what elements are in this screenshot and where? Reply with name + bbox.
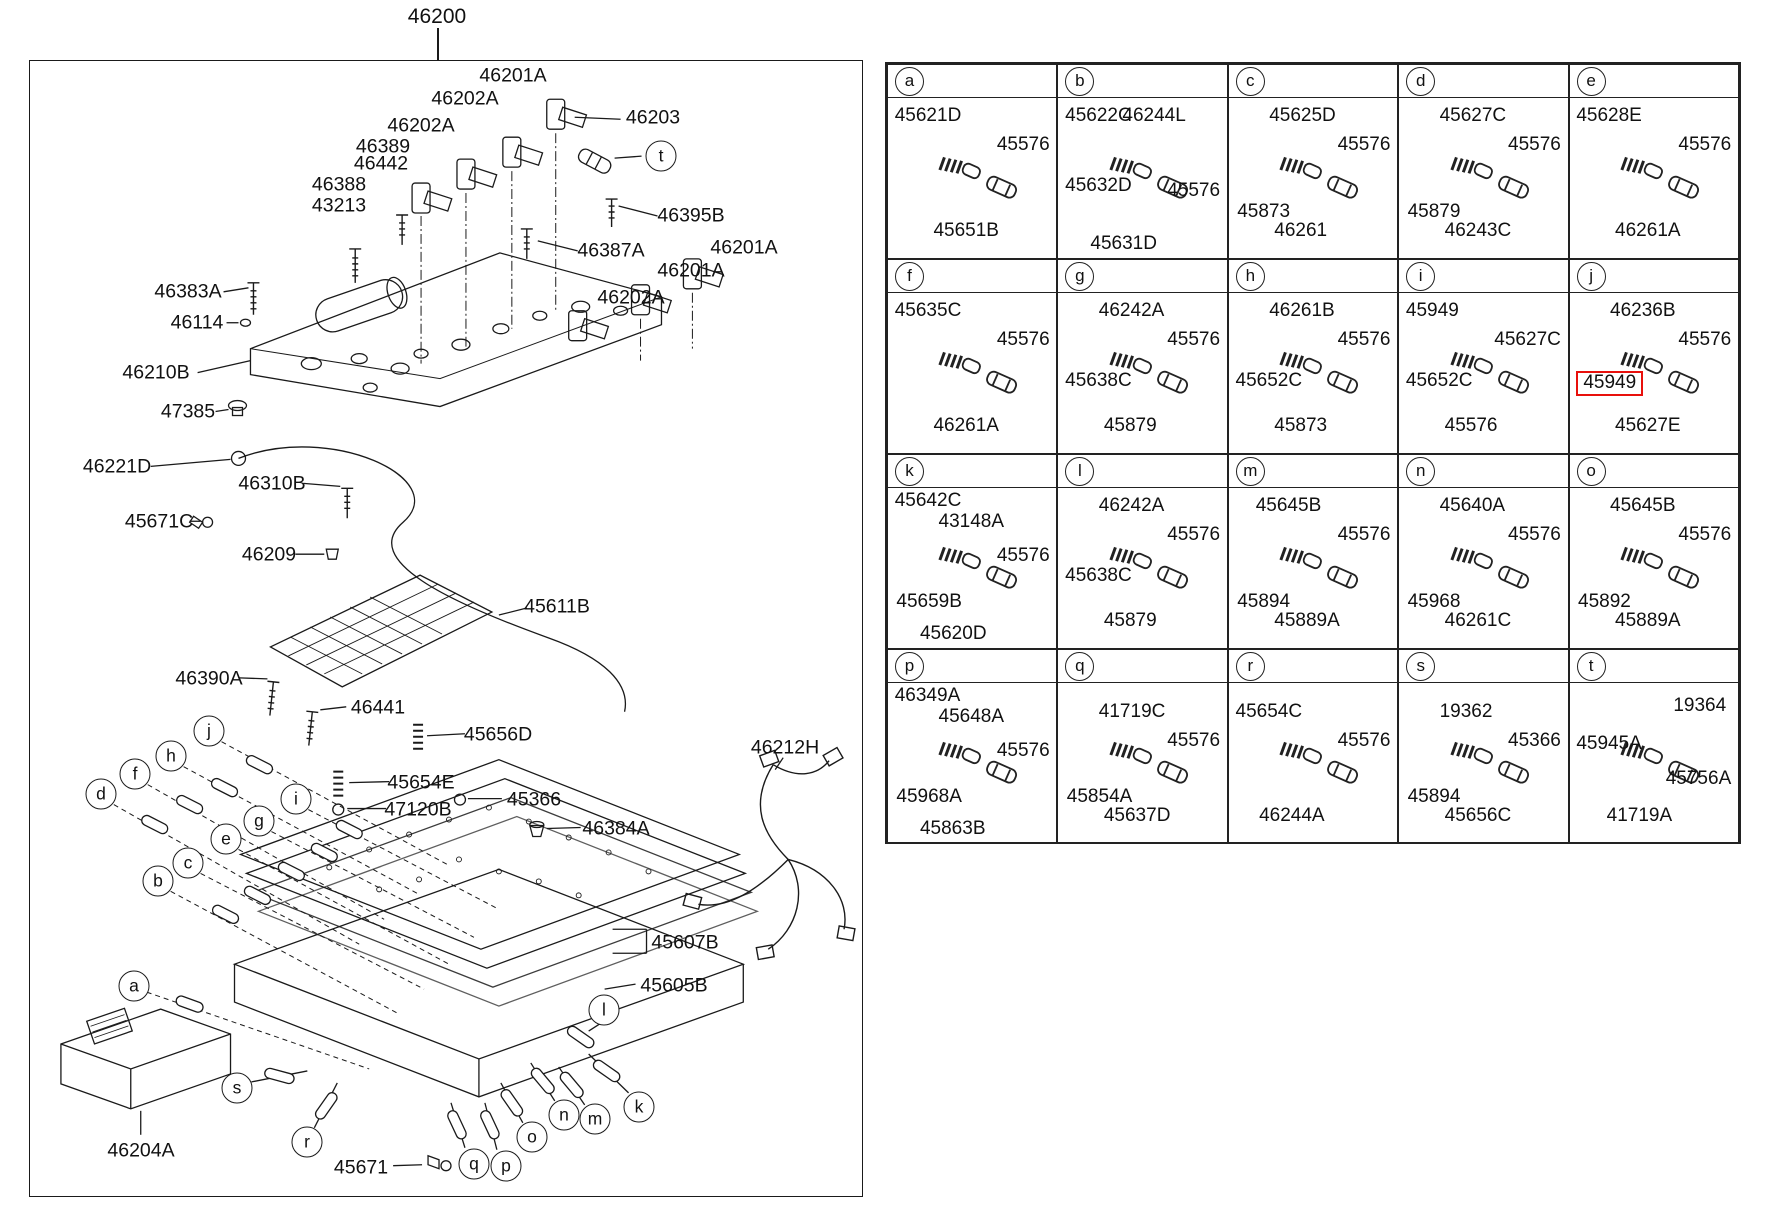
cell-letter: s bbox=[1406, 652, 1435, 681]
part-number[interactable]: 45576 bbox=[1337, 133, 1391, 155]
part-callout: 45605B bbox=[640, 974, 708, 997]
cell-letter: j bbox=[1577, 262, 1606, 291]
parts-sketch bbox=[933, 341, 1029, 405]
part-number[interactable]: 45654C bbox=[1235, 701, 1303, 723]
table-cell-q bbox=[1057, 649, 1227, 844]
exploded-diagram-sketch bbox=[30, 61, 862, 1196]
part-number[interactable]: 45576 bbox=[1508, 523, 1561, 545]
part-callout: 46390A bbox=[175, 667, 243, 690]
part-callout: 45607B bbox=[651, 931, 719, 954]
part-callout: 46441 bbox=[350, 696, 406, 719]
part-number[interactable]: 45576 bbox=[1337, 523, 1391, 545]
part-number[interactable]: 45645B bbox=[1610, 495, 1676, 516]
part-number[interactable]: 45652C bbox=[1405, 370, 1473, 392]
part-number[interactable]: 45945A bbox=[1576, 733, 1642, 755]
part-callout: 46388 bbox=[311, 173, 367, 196]
callout-letter: f bbox=[120, 759, 151, 790]
part-number[interactable]: 45879 bbox=[1103, 415, 1157, 437]
cell-letter: q bbox=[1065, 652, 1094, 681]
part-callout: 47120B bbox=[384, 798, 452, 821]
cell-parts bbox=[1570, 293, 1738, 453]
part-number[interactable]: 45645B bbox=[1255, 495, 1322, 516]
callout-letter: i bbox=[281, 784, 312, 815]
part-callout: 46212H bbox=[750, 736, 820, 759]
cell-letter: p bbox=[895, 652, 924, 681]
callout-letter: k bbox=[624, 1092, 655, 1123]
callout-letter: p bbox=[491, 1151, 522, 1182]
part-number[interactable]: 43148A bbox=[938, 511, 1005, 532]
table-cell-f bbox=[887, 259, 1057, 454]
part-number[interactable]: 45756A bbox=[1665, 768, 1732, 790]
part-number[interactable]: 45576 bbox=[1167, 328, 1221, 350]
part-number[interactable]: 45968A bbox=[896, 786, 962, 807]
part-callout: 47385 bbox=[160, 400, 216, 423]
callout-letter: l bbox=[589, 995, 620, 1026]
part-number[interactable]: 46261B bbox=[1269, 300, 1335, 321]
cell-parts bbox=[888, 98, 1056, 258]
part-number[interactable]: 45576 bbox=[1167, 730, 1221, 751]
callout-letter: j bbox=[194, 716, 225, 747]
callout-letter: s bbox=[222, 1073, 253, 1104]
part-number[interactable]: 19362 bbox=[1439, 701, 1493, 723]
part-callout: 45366 bbox=[506, 788, 562, 811]
part-number[interactable]: 45894 bbox=[1237, 591, 1291, 612]
cell-letter: e bbox=[1577, 67, 1606, 96]
cell-parts bbox=[1229, 683, 1397, 843]
part-number[interactable]: 45651B bbox=[933, 220, 999, 242]
part-number-highlighted[interactable]: 45949 bbox=[1576, 371, 1643, 396]
cell-parts bbox=[1229, 293, 1397, 453]
part-number[interactable]: 45863B bbox=[919, 818, 986, 839]
callout-letter: o bbox=[517, 1122, 548, 1153]
part-callout: 45611B bbox=[524, 595, 590, 618]
part-number[interactable]: 45659B bbox=[896, 591, 962, 612]
part-number[interactable]: 45640A bbox=[1439, 495, 1506, 516]
cell-letter: b bbox=[1065, 67, 1094, 96]
table-cell-l bbox=[1057, 454, 1227, 649]
cell-letter: h bbox=[1236, 262, 1265, 291]
parts-sketch bbox=[1615, 146, 1711, 210]
callout-letter: a bbox=[119, 971, 150, 1002]
table-cell-i bbox=[1398, 259, 1568, 454]
assembly-number-label: 46200 bbox=[407, 5, 467, 28]
cell-letter: m bbox=[1236, 457, 1265, 486]
part-callout: 46210B bbox=[122, 361, 190, 384]
callout-letter: h bbox=[156, 741, 187, 772]
table-cell-r bbox=[1228, 649, 1398, 844]
callout-letter: c bbox=[173, 848, 204, 879]
part-number[interactable]: 45873 bbox=[1237, 201, 1291, 222]
cell-letter: g bbox=[1065, 262, 1094, 291]
part-number[interactable]: 45627C bbox=[1494, 328, 1561, 350]
cell-parts bbox=[1058, 293, 1226, 453]
callout-letter: m bbox=[580, 1104, 611, 1135]
part-callout: 45656D bbox=[463, 723, 533, 746]
part-number[interactable]: 45656C bbox=[1444, 805, 1512, 827]
part-callout: 43213 bbox=[311, 194, 367, 217]
table-cell-t bbox=[1569, 649, 1739, 844]
callout-letter: e bbox=[211, 824, 242, 855]
table-cell-c bbox=[1228, 64, 1398, 259]
part-number[interactable]: 46349A bbox=[894, 685, 961, 707]
part-callout: 46202A bbox=[597, 286, 665, 309]
part-number[interactable]: 46261 bbox=[1274, 220, 1328, 242]
part-callout: 46203 bbox=[625, 106, 681, 129]
cell-parts bbox=[888, 488, 1056, 648]
part-number[interactable]: 45628E bbox=[1576, 105, 1642, 126]
cell-parts bbox=[1399, 98, 1567, 258]
table-cell-e bbox=[1569, 64, 1739, 259]
part-callout: 45671C bbox=[124, 510, 194, 533]
part-number[interactable]: 41719A bbox=[1606, 805, 1673, 827]
table-cell-j bbox=[1569, 259, 1739, 454]
part-number[interactable]: 45576 bbox=[1167, 523, 1221, 545]
part-number[interactable]: 46236B bbox=[1610, 300, 1676, 321]
part-number[interactable]: 45879 bbox=[1407, 201, 1461, 222]
table-cell-d bbox=[1398, 64, 1568, 259]
part-number[interactable]: 45638C bbox=[1065, 565, 1132, 587]
callout-letter: q bbox=[459, 1149, 490, 1180]
part-number[interactable]: 45576 bbox=[1337, 328, 1391, 350]
part-number[interactable]: 45894 bbox=[1407, 786, 1461, 807]
part-callout: 46384A bbox=[582, 817, 650, 840]
part-number[interactable]: 46242A bbox=[1098, 495, 1165, 516]
part-number[interactable]: 45889A bbox=[1615, 610, 1681, 632]
table-cell-o bbox=[1569, 454, 1739, 649]
cell-parts bbox=[1229, 98, 1397, 258]
leader-line bbox=[437, 28, 439, 60]
cell-letter: t bbox=[1577, 652, 1606, 681]
part-number[interactable]: 45631D bbox=[1090, 233, 1157, 254]
part-number[interactable]: 45576 bbox=[1167, 180, 1221, 202]
cell-parts bbox=[1399, 488, 1567, 648]
cell-parts bbox=[1399, 293, 1567, 453]
part-number[interactable]: 45652C bbox=[1235, 370, 1303, 392]
part-number[interactable]: 46244L bbox=[1122, 105, 1186, 126]
cell-letter: o bbox=[1577, 457, 1606, 486]
cell-parts bbox=[888, 293, 1056, 453]
table-cell-h bbox=[1228, 259, 1398, 454]
cell-parts bbox=[1058, 98, 1226, 258]
part-number[interactable]: 45949 bbox=[1405, 300, 1459, 321]
part-number[interactable]: 45576 bbox=[996, 328, 1050, 350]
callout-letter: n bbox=[549, 1100, 580, 1131]
cell-parts bbox=[1399, 683, 1567, 843]
part-callout: 46204A bbox=[107, 1139, 175, 1162]
part-callout: 46442 bbox=[353, 152, 409, 175]
part-number[interactable]: 45635C bbox=[894, 300, 962, 321]
part-number[interactable]: 46243C bbox=[1444, 220, 1512, 242]
part-number[interactable]: 45622C bbox=[1065, 105, 1132, 126]
part-number[interactable]: 46261A bbox=[933, 415, 999, 437]
part-number[interactable]: 45620D bbox=[919, 623, 987, 644]
cell-letter: c bbox=[1236, 67, 1265, 96]
part-callout: 46310B bbox=[238, 472, 306, 495]
part-callout: 46202A bbox=[387, 114, 455, 137]
part-number[interactable]: 45637D bbox=[1103, 805, 1171, 827]
table-cell-k bbox=[887, 454, 1057, 649]
part-number[interactable]: 45627C bbox=[1439, 105, 1507, 126]
table-cell-n bbox=[1398, 454, 1568, 649]
part-number[interactable]: 45366 bbox=[1508, 730, 1561, 751]
table-cell-s bbox=[1398, 649, 1568, 844]
part-callout: 46209 bbox=[241, 543, 297, 566]
cell-parts bbox=[1570, 98, 1738, 258]
part-number[interactable]: 45625D bbox=[1269, 105, 1336, 126]
part-number[interactable]: 41719C bbox=[1098, 701, 1166, 723]
exploded-diagram-panel bbox=[29, 60, 863, 1197]
part-callout: 46221D bbox=[82, 455, 152, 478]
callout-letter: t bbox=[646, 141, 677, 172]
parts-sketch bbox=[933, 146, 1029, 210]
cell-letter: f bbox=[895, 262, 924, 291]
part-number[interactable]: 45621D bbox=[894, 105, 962, 126]
part-number[interactable]: 45638C bbox=[1065, 370, 1132, 392]
part-number[interactable]: 45576 bbox=[1678, 133, 1732, 155]
part-number[interactable]: 46242A bbox=[1098, 300, 1165, 321]
part-callout: 46114 bbox=[170, 311, 224, 334]
part-callout: 46389 bbox=[355, 135, 411, 158]
callout-letter: d bbox=[86, 779, 117, 810]
callout-letter: g bbox=[244, 806, 275, 837]
part-number[interactable]: 46261C bbox=[1444, 610, 1512, 632]
callout-letter: b bbox=[143, 866, 174, 897]
parts-table bbox=[885, 62, 1741, 844]
cell-parts bbox=[1229, 488, 1397, 648]
cell-letter: n bbox=[1406, 457, 1435, 486]
cell-letter: a bbox=[895, 67, 924, 96]
cell-parts bbox=[1570, 488, 1738, 648]
part-callout: 46387A bbox=[577, 239, 645, 262]
part-callout: 45671 bbox=[333, 1156, 389, 1179]
part-callout: 46201A bbox=[657, 259, 725, 282]
cell-letter: d bbox=[1406, 67, 1435, 96]
part-number[interactable]: 45576 bbox=[996, 133, 1050, 155]
callout-letter: r bbox=[292, 1127, 323, 1158]
part-number[interactable]: 45632D bbox=[1065, 175, 1132, 197]
part-callout: 46201A bbox=[710, 236, 778, 259]
part-number[interactable]: 45892 bbox=[1578, 591, 1631, 612]
part-number[interactable]: 45889A bbox=[1274, 610, 1340, 632]
cell-parts bbox=[888, 683, 1056, 843]
part-number[interactable]: 19364 bbox=[1673, 694, 1727, 716]
part-number[interactable]: 45627E bbox=[1615, 415, 1681, 437]
part-number[interactable]: 45576 bbox=[1508, 133, 1561, 155]
cell-letter: l bbox=[1065, 457, 1094, 486]
cell-parts bbox=[1570, 683, 1738, 843]
cell-parts bbox=[1058, 683, 1226, 843]
part-number[interactable]: 45854A bbox=[1066, 786, 1133, 807]
cell-letter: k bbox=[895, 457, 924, 486]
part-number[interactable]: 45576 bbox=[1444, 415, 1498, 437]
part-number[interactable]: 45576 bbox=[996, 544, 1050, 566]
part-callout: 46202A bbox=[431, 87, 499, 110]
part-number[interactable]: 45576 bbox=[996, 739, 1050, 761]
cell-parts bbox=[1058, 488, 1226, 648]
table-cell-a bbox=[887, 64, 1057, 259]
part-number[interactable]: 46244A bbox=[1259, 805, 1325, 827]
table-cell-p bbox=[887, 649, 1057, 844]
part-number[interactable]: 45642C bbox=[894, 490, 962, 512]
part-callout: 45654E bbox=[387, 771, 455, 794]
part-number[interactable]: 45879 bbox=[1103, 610, 1157, 632]
table-cell-g bbox=[1057, 259, 1227, 454]
part-number[interactable]: 45873 bbox=[1274, 415, 1328, 437]
table-cell-m bbox=[1228, 454, 1398, 649]
part-number[interactable]: 45576 bbox=[1678, 328, 1732, 350]
part-number[interactable]: 45648A bbox=[938, 706, 1005, 727]
part-number[interactable]: 45576 bbox=[1337, 730, 1391, 751]
table-cell-b bbox=[1057, 64, 1227, 259]
cell-letter: r bbox=[1236, 652, 1265, 681]
part-number[interactable]: 45968 bbox=[1407, 591, 1461, 612]
part-callout: 46201A bbox=[479, 64, 547, 87]
part-callout: 46395B bbox=[657, 204, 725, 227]
part-number[interactable]: 46261A bbox=[1615, 220, 1681, 242]
part-callout: 46383A bbox=[154, 280, 222, 303]
part-number[interactable]: 45576 bbox=[1678, 523, 1732, 545]
cell-letter: i bbox=[1406, 262, 1435, 291]
